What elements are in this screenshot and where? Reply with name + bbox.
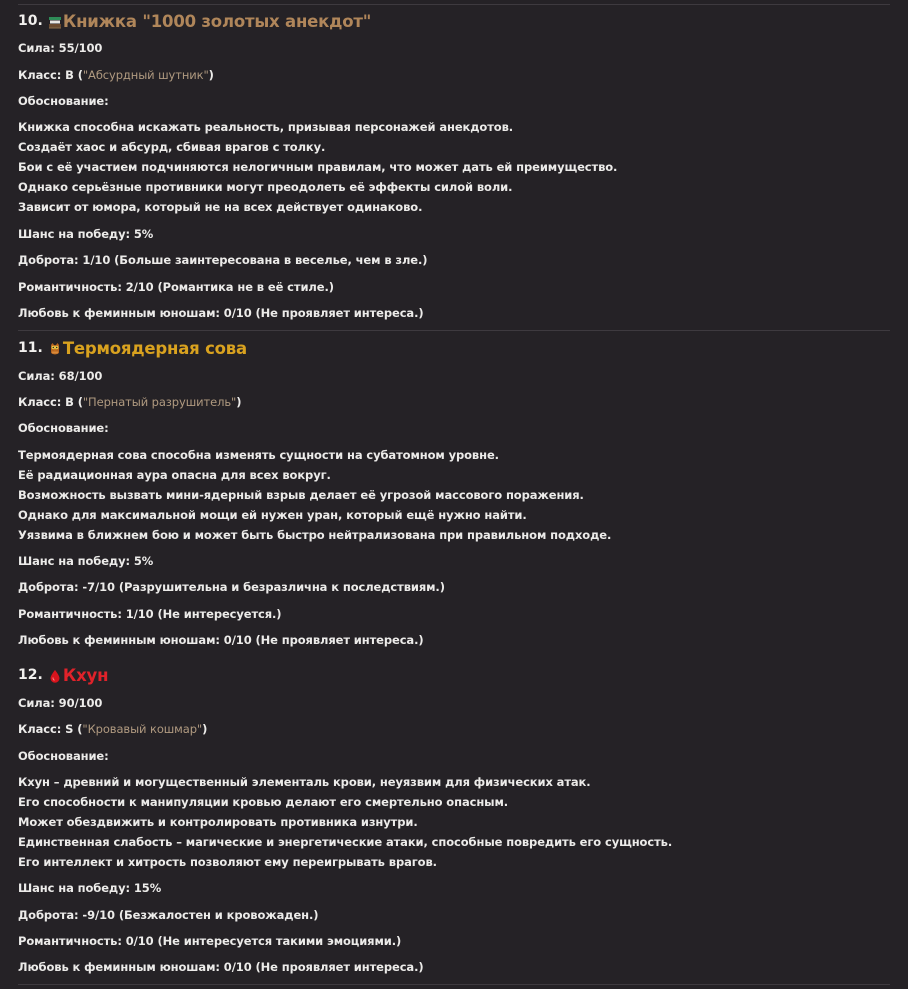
rationale-line: Кхун – древний и могущественный элементаль крови, неуязвим для физических атак. (18, 775, 591, 789)
love-stat: Любовь к феминным юношам: 0/10 (Не проявляет интереса.) (18, 633, 424, 647)
kindness-stat: Доброта: -9/10 (Безжалостен и кровожаден.) (18, 908, 319, 922)
win-chance: Шанс на победу: 5% (18, 554, 154, 568)
entry-heading (18, 9, 371, 33)
romance-stat: Романтичность: 0/10 (Не интересуется такими эмоциями.) (18, 934, 402, 948)
class-nickname: "Абсурдный шутник" (82, 68, 209, 82)
power-stat: Сила: 68/100 (18, 369, 103, 383)
romance-stat: Романтичность: 1/10 (Не интересуется.) (18, 607, 282, 621)
rationale-line: Единственная слабость – магические и энергетические атаки, способные повредить его сущность. (18, 835, 673, 849)
rationale-line: Его способности к манипуляции кровью делают его смертельно опасным. (18, 795, 509, 809)
rationale-line: Возможность вызвать мини-ядерный взрыв делает её угрозой массового поражения. (18, 488, 584, 502)
class-nickname: "Пернатый разрушитель" (82, 395, 237, 409)
entry-heading (18, 336, 247, 360)
divider (18, 330, 890, 331)
love-stat: Любовь к феминным юношам: 0/10 (Не проявляет интереса.) (18, 960, 424, 974)
divider (18, 4, 890, 5)
entry-number: 10. (18, 13, 43, 29)
class-stat (18, 394, 241, 410)
power-stat: Сила: 90/100 (18, 696, 103, 710)
rationale-line: Термоядерная сова способна изменять сущности на субатомном уровне. (18, 448, 499, 462)
romance-stat: Романтичность: 2/10 (Романтика не в её стиле.) (18, 280, 334, 294)
win-chance: Шанс на победу: 5% (18, 227, 154, 241)
class-suffix: ) (202, 722, 208, 736)
class-nickname: "Кровавый кошмар" (82, 722, 203, 736)
owl-icon (49, 341, 61, 355)
rationale-line: Её радиационная аура опасна для всех вокруг. (18, 468, 331, 482)
entry-heading (18, 663, 108, 687)
kindness-stat: Доброта: -7/10 (Разрушительна и безразлична к последствиям.) (18, 580, 445, 594)
rationale-line: Однако для максимальной мощи ей нужен уран, который ещё нужно найти. (18, 508, 527, 522)
win-chance: Шанс на победу: 15% (18, 881, 162, 895)
power-stat: Сила: 55/100 (18, 41, 103, 55)
blood-drop-icon (49, 668, 61, 682)
class-prefix: Класс: S ( (18, 722, 83, 736)
entry-title: Кхун (62, 665, 109, 685)
entry-number: 11. (18, 340, 43, 356)
rationale-line: Зависит от юмора, который не на всех действует одинаково. (18, 200, 423, 214)
rationale-label: Обоснование: (18, 749, 109, 763)
rationale-line: Бои с её участием подчиняются нелогичным правилам, что может дать ей преимущество. (18, 160, 618, 174)
class-prefix: Класс: B ( (18, 395, 83, 409)
books-icon (49, 14, 61, 28)
love-stat: Любовь к феминным юношам: 0/10 (Не проявляет интереса.) (18, 306, 424, 320)
rationale-line: Его интеллект и хитрость позволяют ему переигрывать врагов. (18, 855, 437, 869)
rationale-line: Однако серьёзные противники могут преодолеть её эффекты силой воли. (18, 180, 513, 194)
rationale-label: Обоснование: (18, 94, 109, 108)
rationale-line: Уязвима в ближнем бою и может быть быстро нейтрализована при правильном подходе. (18, 528, 612, 542)
rationale-line: Создаёт хаос и абсурд, сбивая врагов с толку. (18, 140, 326, 154)
class-stat (18, 67, 214, 83)
rationale-line: Книжка способна искажать реальность, призывая персонажей анекдотов. (18, 120, 514, 134)
divider (18, 984, 890, 985)
rationale-label: Обоснование: (18, 421, 109, 435)
class-suffix: ) (208, 68, 214, 82)
rationale-line: Может обездвижить и контролировать противника изнутри. (18, 815, 418, 829)
entry-title: Термоядерная сова (62, 338, 247, 358)
entry-title: Книжка "1000 золотых анекдот" (62, 11, 372, 31)
class-suffix: ) (236, 395, 242, 409)
kindness-stat: Доброта: 1/10 (Больше заинтересована в веселье, чем в зле.) (18, 253, 428, 267)
entry-number: 12. (18, 667, 43, 683)
class-prefix: Класс: B ( (18, 68, 83, 82)
class-stat (18, 721, 207, 737)
